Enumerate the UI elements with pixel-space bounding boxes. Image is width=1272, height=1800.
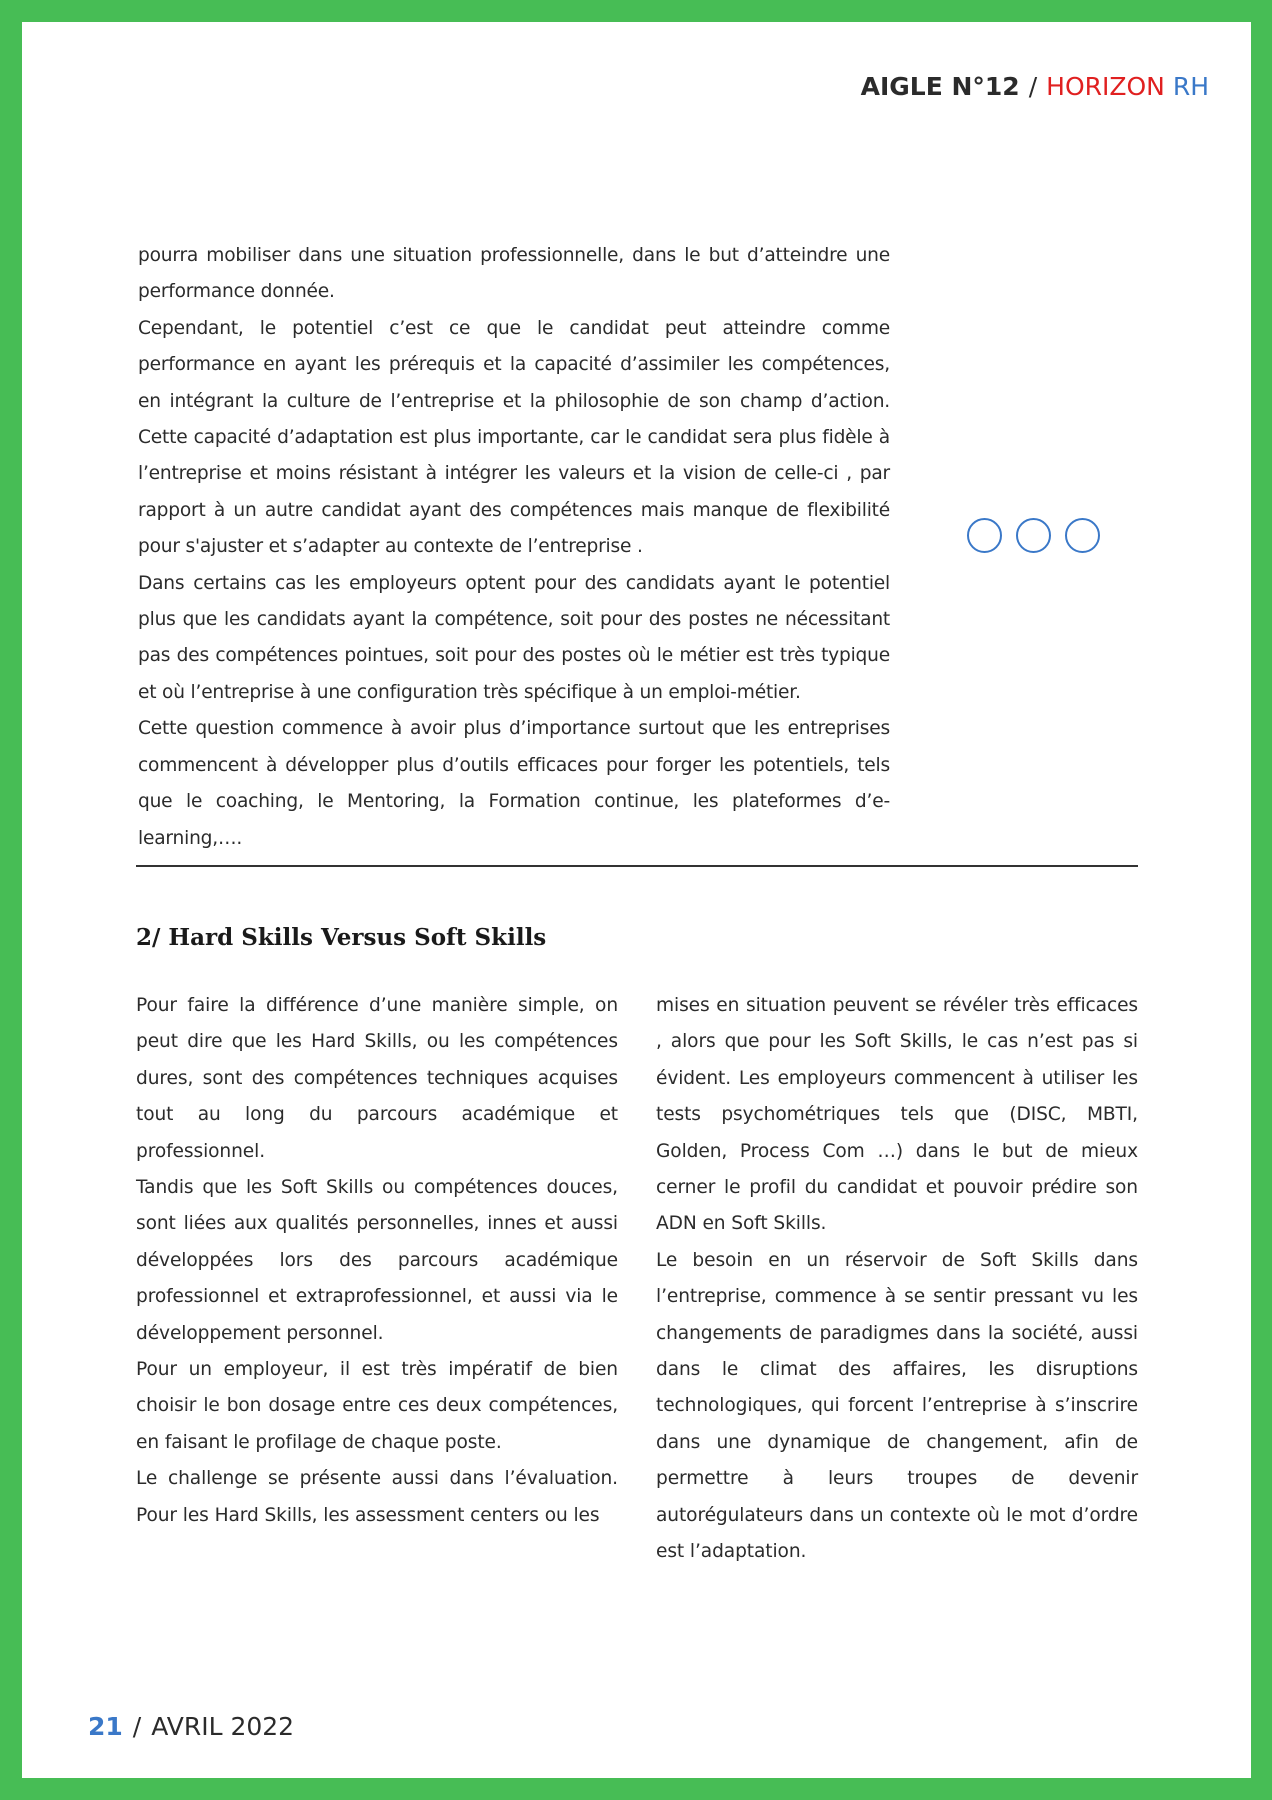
header-separator: / — [1028, 72, 1038, 101]
issue-label: AIGLE N°12 — [860, 72, 1020, 101]
section-divider — [136, 865, 1138, 867]
column-paragraph: Le challenge se présente aussi dans l’évaluation. Pour les Hard Skills, les assessment centers ou les — [136, 1468, 618, 1526]
decorative-circles — [967, 518, 1100, 553]
page-footer — [88, 1712, 294, 1741]
page-header — [861, 72, 1209, 101]
intro-paragraph: Dans certains cas les employeurs optent pour des candidats ayant le potentiel plus que les candidats ayant la compétence, soit pour des postes ne nécessitant pas des compétences pointues, soit pour des postes où le métier est très typique et où l’entreprise à une configuration très spécifique à un emploi-métier. — [138, 572, 890, 703]
magazine-page — [22, 22, 1251, 1778]
left-column — [136, 988, 618, 1534]
circle-icon — [967, 518, 1002, 553]
page-number: 21 — [88, 1712, 123, 1741]
intro-paragraph: pourra mobiliser dans une situation professionnelle, dans le but d’atteindre une performance donnée. — [138, 245, 890, 303]
section-title: 2/ Hard Skills Versus Soft Skills — [136, 924, 547, 951]
column-paragraph: mises en situation peuvent se révéler très efficaces , alors que pour les Soft Skills, le cas n’est pas si évident. Les employeurs commencent à utiliser les tests psychométriques tels que (DISC, MBTI, Golden, Process Com …) dans le but de mieux cerner le profil du candidat et pouvoir prédire son ADN en Soft Skills. — [656, 995, 1138, 1235]
circle-icon — [1065, 518, 1100, 553]
intro-paragraph: Cependant, le potentiel c’est ce que le candidat peut atteindre comme performance en ayant les prérequis et la capacité d’assimiler les compétences, en intégrant la culture de l’entreprise et la philosophie de son champ d’action. Cette capacité d’adaptation est plus importante, car le candidat sera plus fidèle à l’entreprise et moins résistant à intégrer les valeurs et la vision de celle-ci , par rapport à un autre candidat ayant des compétences mais manque de flexibilité pour s'ajuster et s’adapter au contexte de l’entreprise . — [138, 317, 890, 558]
issue-date: AVRIL 2022 — [151, 1712, 295, 1741]
horizon-label: HORIZON — [1046, 72, 1165, 101]
column-paragraph: Tandis que les Soft Skills ou compétences douces, sont liées aux qualités personnelles, innes et aussi développées lors des parcours académique professionnel et extraprofessionnel, et aussi via le développement personnel. — [136, 1177, 618, 1344]
intro-text — [138, 238, 890, 857]
circle-icon — [1016, 518, 1051, 553]
rh-label: RH — [1172, 72, 1209, 101]
column-paragraph: Pour un employeur, il est très impératif de bien choisir le bon dosage entre ces deux compétences, en faisant le profilage de chaque poste. — [136, 1359, 618, 1453]
column-paragraph: Le besoin en un réservoir de Soft Skills dans l’entreprise, commence à se sentir pressant vu les changements de paradigmes dans la société, aussi dans le climat des affaires, les disruptions technologiques, qui forcent l’entreprise à s’inscrire dans une dynamique de changement, afin de permettre à leurs troupes de devenir autorégulateurs dans un contexte où le mot d’ordre est l’adaptation. — [656, 1249, 1138, 1563]
intro-paragraph: Cette question commence à avoir plus d’importance surtout que les entreprises commencent à développer plus d’outils efficaces pour forger les potentiels, tels que le coaching, le Mentoring, la Formation continue, les plateformes d’e-learning,…. — [138, 718, 890, 849]
column-paragraph: Pour faire la différence d’une manière simple, on peut dire que les Hard Skills, ou les compétences dures, sont des compétences techniques acquises tout au long du parcours académique et professionnel. — [136, 995, 618, 1162]
footer-separator: / — [132, 1712, 142, 1741]
right-column — [656, 988, 1138, 1571]
